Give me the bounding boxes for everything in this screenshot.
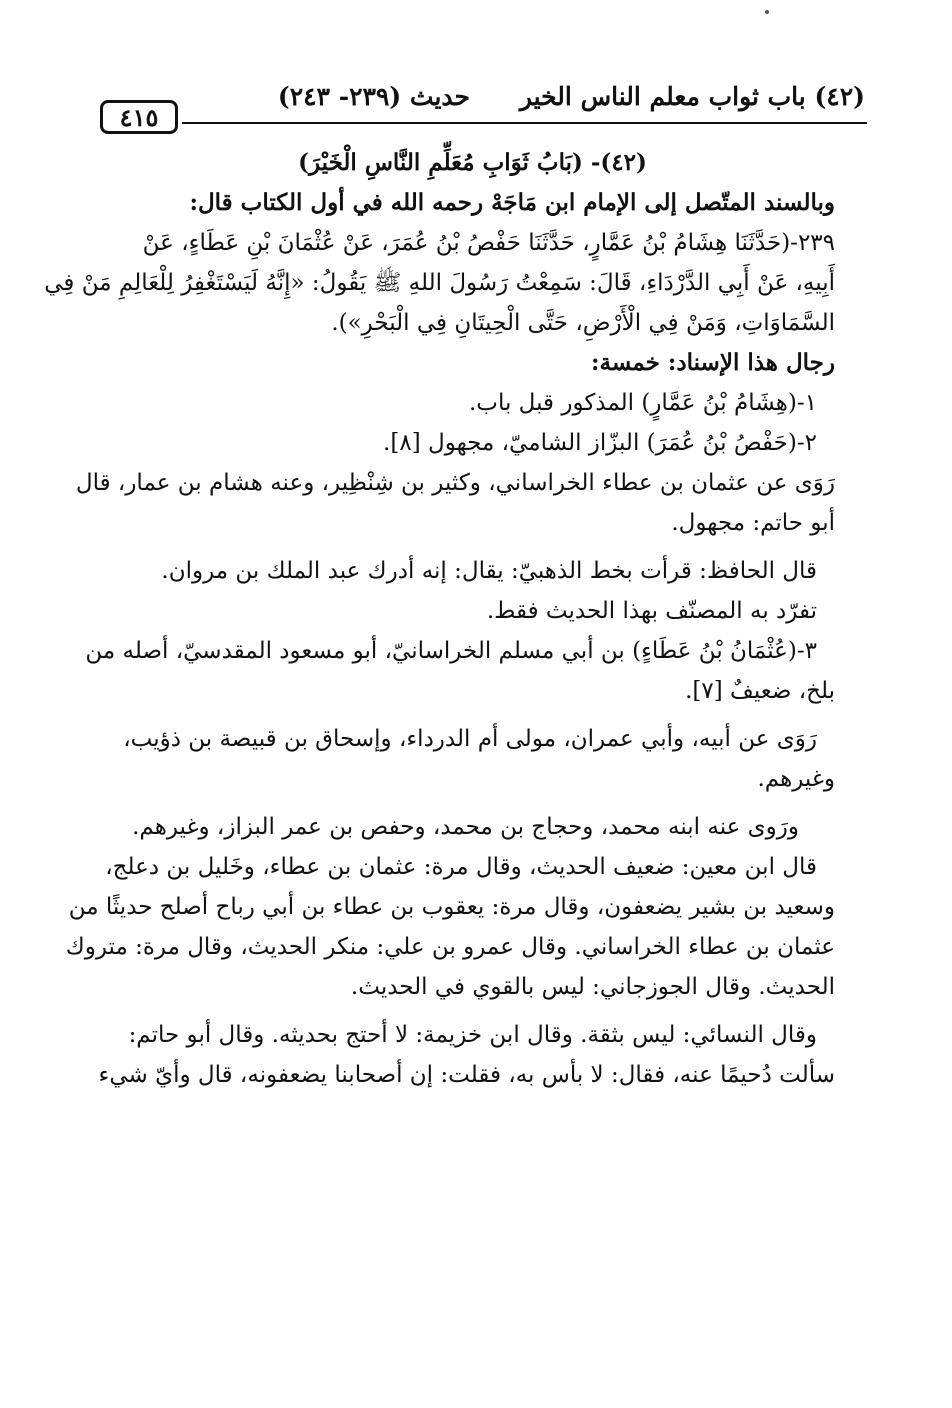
body-paragraph-line: تفرّد به المصنّف بهذا الحديث فقط. [486, 598, 817, 624]
body-paragraph-line: رَوَى عن أبيه، وأبي عمران، مولى أم الدرداء، وإسحاق بن قبيصة بن ذؤيب، [123, 726, 817, 752]
scan-speck [765, 10, 769, 14]
body-paragraph-line: وغيرهم. [757, 766, 835, 792]
body-paragraph-line: بلخ، ضعيفٌ [٧]. [685, 678, 835, 704]
narrator-entry: ٣-(عُثْمَانُ بْنُ عَطَاءٍ) بن أبي مسلم الخراسانيّ، أبو مسعود المقدسيّ، أصله من [85, 638, 817, 664]
body-paragraph-line: وقال النسائي: ليس بثقة. وقال ابن خزيمة: لا أحتج بحديثه. وقال أبو حاتم: [128, 1022, 817, 1048]
isnad-intro: وبالسند المتّصل إلى الإمام ابن مَاجَهْ رحمه الله في أول الكتاب قال: [189, 189, 835, 216]
chapter-header-title: (٤٢) باب ثواب معلم الناس الخير [519, 82, 865, 111]
narrators-heading: رجال هذا الإسناد: خمسة: [591, 349, 835, 376]
hadith-text-line: السَّمَاوَاتِ، وَمَنْ فِي الْأَرْضِ، حَتَّى الْحِيتَانِ فِي الْبَحْرِ»). [331, 310, 835, 336]
body-paragraph-line: أبو حاتم: مجهول. [671, 510, 835, 536]
narrator-entry: ١-(هِشَامُ بْنُ عَمَّارٍ) المذكور قبل باب. [468, 390, 817, 416]
header-rule [182, 122, 867, 124]
body-paragraph-line: قال ابن معين: ضعيف الحديث، وقال مرة: عثمان بن عطاء، وخَليل بن دعلج، [105, 854, 817, 880]
body-paragraph-line: الحديث. وقال الجوزجاني: ليس بالقوي في الحديث. [350, 974, 835, 1000]
chapter-heading: (٤٢)- (بَابُ ثَوَابِ مُعَلِّمِ النَّاسِ الْخَيْرَ) [298, 149, 647, 176]
body-paragraph-line: رَوَى عن عثمان بن عطاء الخراساني، وكثير بن شِنْظِير، وعنه هشام بن عمار، قال [75, 470, 835, 496]
body-paragraph-line: قال الحافظ: قرأت بخط الذهبيّ: يقال: إنه أدرك عبد الملك بن مروان. [161, 558, 817, 584]
body-paragraph-line: سألت دُحيمًا عنه، فقال: لا بأس به، فقلت: إن أصحابنا يضعفونه، قال وأيّ شيء [98, 1062, 835, 1088]
page-number-box: ٤١٥ [100, 100, 178, 134]
page-body [44, 149, 835, 1102]
body-paragraph-line: ورَوى عنه ابنه محمد، وحجاج بن محمد، وحفص بن عمر البزاز، وغيرهم. [132, 814, 799, 840]
hadith-text-line: أَبِيهِ، عَنْ أَبِي الدَّرْدَاءِ، قَالَ: سَمِعْتُ رَسُولَ اللهِ ﷺ يَقُولُ: «إِنَّهُ لَيَسْتَغْفِرُ لِلْعَالِمِ مَنْ فِي [44, 270, 835, 296]
hadith-range: حديث (٢٣٩- ٢٤٣) [277, 82, 470, 111]
body-paragraph-line: عثمان بن عطاء الخراساني. وقال عمرو بن علي: منكر الحديث، وقال مرة: متروك [65, 934, 835, 960]
running-header [100, 78, 865, 132]
narrator-entry: ٢-(حَفْصُ بْنُ عُمَرَ) البزّاز الشاميّ، مجهول [٨]. [383, 430, 817, 456]
body-paragraph-line: وسعيد بن بشير يضعفون، وقال مرة: يعقوب بن عطاء بن أبي رباح أصلح حديثًا من [68, 894, 835, 920]
hadith-text-line: ٢٣٩-(حَدَّثَنَا هِشَامُ بْنُ عَمَّارٍ، حَدَّثَنَا حَفْصُ بْنُ عُمَرَ، عَنْ عُثْمَانَ بْنِ عَطَاءٍ، عَنْ [142, 230, 835, 256]
